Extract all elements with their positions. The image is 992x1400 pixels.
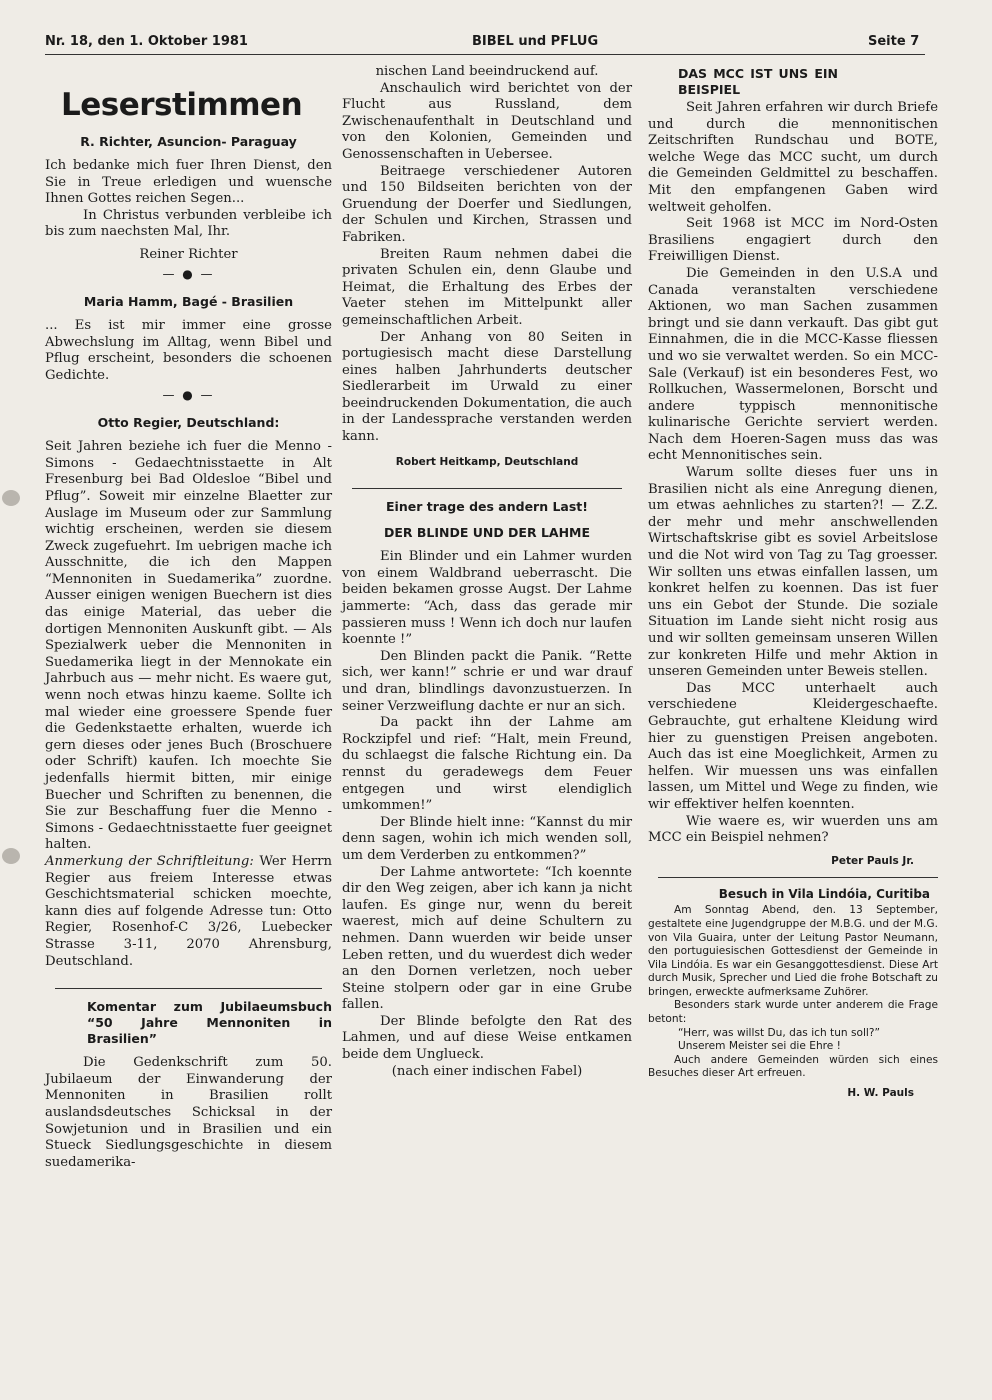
editor-note-text: Wer Herrn Regier aus freiem Interesse etwas Geschichtsmaterial schicken moechte, kann dies auf folgende Adresse tun: Otto Regier, Rosenhof-C 3/26, Luebecker Strasse 3-11, 2070 Ahrensburg, Deutschland. — [45, 853, 332, 969]
letter-sender: Otto Regier, Deutschland: — [97, 415, 280, 431]
punch-hole — [2, 490, 20, 506]
article-kicker: Einer trage des andern Last! — [386, 499, 588, 515]
page-number: Seite 7 — [868, 34, 920, 49]
article-text: Seit 1968 ist MCC im Nord-Osten Brasiliens engagiert durch den Freiwilligen Dienst. — [648, 216, 938, 265]
article-text: Da packt ihn der Lahme am Rockzipfel und rief: “Halt, mein Freund, du schlaegst die falsche Richtung ein. Da rennst du geradewegs dem Feuer entgegen und wirst elendiglich umkommen!” — [342, 715, 632, 814]
separator: — ● — — [162, 266, 215, 281]
letter-text: ... Es ist mir immer eine grosse Abwechslung im Alltag, wenn Bibel und Pflug erscheint, besonders die schoenen Gedichte. — [45, 318, 332, 383]
section-title: Leserstimmen — [61, 87, 303, 123]
article-text: Am Sonntag Abend, den. 13 September, gestaltete eine Jugendgruppe der M.B.G. und der M.G. von Vila Guaira, unter der Leitung Pastor Neumann, den portuguiesischen Gottesdienst der Gemeinde in Vila Lindóia. Es war ein Gesanggottesdienst. Diese Art durch Musik, Sprecher und Lied die frohe Botschaft zu bringen, erweckte aufmerksame Zuhörer. — [648, 904, 938, 998]
visit-article — [648, 886, 938, 1100]
header-rule — [45, 54, 925, 55]
letter-sender: R. Richter, Asuncion- Paraguay — [80, 134, 297, 149]
letter-signature: Reiner Richter — [139, 246, 238, 262]
letter-sender: Maria Hamm, Bagé - Brasilien — [83, 294, 294, 310]
article-text: Besonders stark wurde unter anderem die Frage betont: — [648, 999, 938, 1026]
divider — [658, 877, 938, 878]
article-title: DER BLINDE UND DER LAHME — [383, 525, 591, 541]
letter-text: Ich bedanke mich fuer Ihren Dienst, den Sie in Treue erledigen und wuensche Ihnen Gottes reichen Segen... — [45, 158, 332, 207]
letter-text: In Christus verbunden verbleibe ich bis zum naechsten Mal, Ihr. — [45, 207, 332, 240]
column-left — [45, 64, 332, 1171]
editor-note-label: Anmerkung der Schriftleitung: — [45, 853, 254, 869]
article-text: Breiten Raum nehmen dabei die privaten Schulen ein, denn Glaube und Heimat, die Erhaltung des Erbes der Vaeter stehen im Mittelpunkt aller gemeinschaftlichen Arbeit. — [342, 246, 632, 328]
article-title: DAS MCC IST UNS EIN BEISPIEL — [678, 66, 838, 97]
article-text: Der Blinde hielt inne: “Kannst du mir denn sagen, wohin ich mich wenden soll, um dem Verderben zu entkommen?” — [342, 814, 632, 863]
letter-text: Seit Jahren beziehe ich fuer die Menno - Simons - Gedaechtnisstaette in Alt Fresenburg bei Bad Oldesloe “Bibel und Pflug”. Soweit mir einzelne Blaetter zur Auslage im Museum oder zur Sammlung wichtig erscheinen, werden sie diesem Zweck zugefuehrt. Im uebrigen mache ich Ausschnitte, die ich den Mappen “Mennoniten in Suedamerika” zuordne. Ausser einigen wenigen Buechern ist dies das einige Material, das ueber die dortigen Mennoniten Auskunft gibt. — Als Spezialwerk ueber die Mennoniten in Suedamerika liegt in der Mennokate ein Jahrbuch aus — mehr nicht. Es waere gut, wenn noch etwas hinzu kaeme. Sollte ich mal wieder eine groessere Spende fuer die Gedenkstaette erhalten, wuerde ich gern dieses oder jenes Buch (Broschuere oder Schrift) kaufen. Ich moechte Sie jedenfalls hiermit bitten, mir einige Buecher und Schriften zu benennen, die Sie zur Beschaffung fuer die Menno - Simons - Gedaechtnisstaette fuer geeignet halten. — [45, 439, 332, 853]
article-text: Beitraege verschiedener Autoren und 150 Bildseiten berichten von der Gruendung der Doerfer und Siedlungen, der Schulen und Kirchen, Strassen und Fabriken. — [342, 163, 632, 245]
punch-hole — [2, 848, 20, 864]
article-author: H. W. Pauls — [847, 1087, 914, 1100]
article-text: Der Anhang von 80 Seiten in portugiesisch macht diese Darstellung eines halben Jahrhunderts deutscher Siedlerarbeit im Urwald zu einer beeindruckenden Dokumentation, die auch in der Landessprache verstanden werden kann. — [342, 329, 632, 445]
article-text: Anschaulich wird berichtet von der Flucht aus Russland, dem Zwischenaufenthalt in Deutschland und von den Kolonien, Gemeinden und Genossenschaften in Uebersee. — [342, 80, 632, 162]
article-text: Der Blinde befolgte den Rat des Lahmen, und auf diese Weise entkamen beide dem Unglueck. — [342, 1013, 632, 1063]
column-middle — [342, 64, 632, 1080]
page-header — [0, 28, 992, 54]
article-author: Peter Pauls Jr. — [831, 854, 914, 867]
article-text: Seit Jahren erfahren wir durch Briefe und durch die mennonitischen Zeitschriften Rundschau und BOTE, welche Wege das MCC sucht, um durch die Gemeinden Geldmittel zu beschaffen. Mit den empfangenen Gaben wird weltweit geholfen. — [648, 100, 938, 215]
article-text: Das MCC unterhaelt auch verschiedene Kleidergeschaefte. Gebrauchte, gut erhaltene Kleidung wird hier zu guenstigen Preisen angeboten. Auch das ist eine Moeglichkeit, Armen zu helfen. Wir muessen uns was einfallen lassen, um Mittel und Wege zu finden, wie wir effektiver helfen koennten. — [648, 680, 938, 812]
article-quote: Unserem Meister sei die Ehre ! — [678, 1040, 841, 1053]
article-text: Den Blinden packt die Panik. “Rette sich, wer kann!” schrie er und war drauf und dran, blindlings davonzustuerzen. In seiner Verzweiflung dachte er nur an sich. — [342, 648, 632, 714]
article-author: Robert Heitkamp, Deutschland — [395, 455, 579, 468]
newspaper-name: BIBEL und PFLUG — [472, 34, 599, 49]
article-text: Wie waere es, wir wuerden uns am MCC ein Beispiel nehmen? — [648, 813, 938, 846]
editor-note — [45, 854, 332, 970]
article-text: Auch andere Gemeinden würden sich eines Besuches dieser Art erfreuen. — [648, 1053, 938, 1080]
article-source: (nach einer indischen Fabel) — [391, 1063, 583, 1079]
divider — [55, 988, 322, 989]
article-text: Warum sollte dieses fuer uns in Brasilien nicht als eine Anregung dienen, um etwas aehnliches zu starten?! — Z.Z. der mehr und mehr anschwellenden Wirtschaftskrise gibt es soviel Arbeitslose und die Not wird von Tag zu Tag groesser. Wir sollten uns etwas einfallen lassen, um konkret helfen zu koennen. Das ist fuer uns ein Gebot der Stunde. Die soziale Situation im Lande sieht nicht rosig aus und wir sollten gemeinsam unseren Willen zur konkreten Hilfe und mehr Aktion in unseren Gemeinden unter Beweis stellen. — [648, 465, 938, 680]
article-text: Ein Blinder und ein Lahmer wurden von einem Waldbrand ueberrascht. Die beiden bekamen grosse Augst. Der Lahme jammerte: “Ach, dass das gerade mir passieren muss ! Wenn ich doch nur laufen koennte !” — [342, 549, 632, 648]
article-text: Die Gemeinden in den U.S.A und Canada veranstalten verschiedene Aktionen, wo man Sachen zusammen bringt und sie dann verkauft. Das gibt gut Einnahmen, die in die MCC-Kasse fliessen und wo sie verwaltet werden. So ein MCC-Sale (Verkauf) ist ein besonderes Fest, wo Rollkuchen, Wassermelonen, Borscht und andere typpisch mennonitische kulinarische Gerichte serviert werden. Nach dem Hoeren-Sagen muss das was echt Mennonitisches sein. — [648, 265, 938, 464]
issue-date: Nr. 18, den 1. Oktober 1981 — [45, 34, 248, 49]
column-right — [648, 64, 938, 1101]
divider — [352, 488, 622, 489]
separator: — ● — — [162, 387, 215, 402]
article-text: nischen Land beeindruckend auf. — [375, 64, 599, 79]
article-quote: “Herr, was willst Du, das ich tun soll?” — [678, 1026, 880, 1039]
article-text: Der Lahme antwortete: “Ich koennte dir den Weg zeigen, aber ich kann ja nicht laufen. Es ginge nur, wenn du bereit waerest, mich auf deine Schultern zu nehmen. Dann wuerden wir beide unser Leben retten, und du wuerdest dich weder an den Dornen verletzen, noch ueber Steine stolpern oder gar in eine Grube fallen. — [342, 864, 632, 1013]
article-title: Komentar zum Jubilaeumsbuch “50 Jahre Mennoniten in Brasilien” — [87, 999, 332, 1047]
article-title: Besuch in Vila Lindóia, Curitiba — [718, 887, 930, 902]
article-text: Die Gedenkschrift zum 50. Jubilaeum der Einwanderung der Mennoniten in Brasilien rollt auslandsdeutsches Schicksal in der Sowjetunion und in Brasilien und ein Stueck Siedlungsgeschichte in diesem suedamerika- — [45, 1055, 332, 1170]
